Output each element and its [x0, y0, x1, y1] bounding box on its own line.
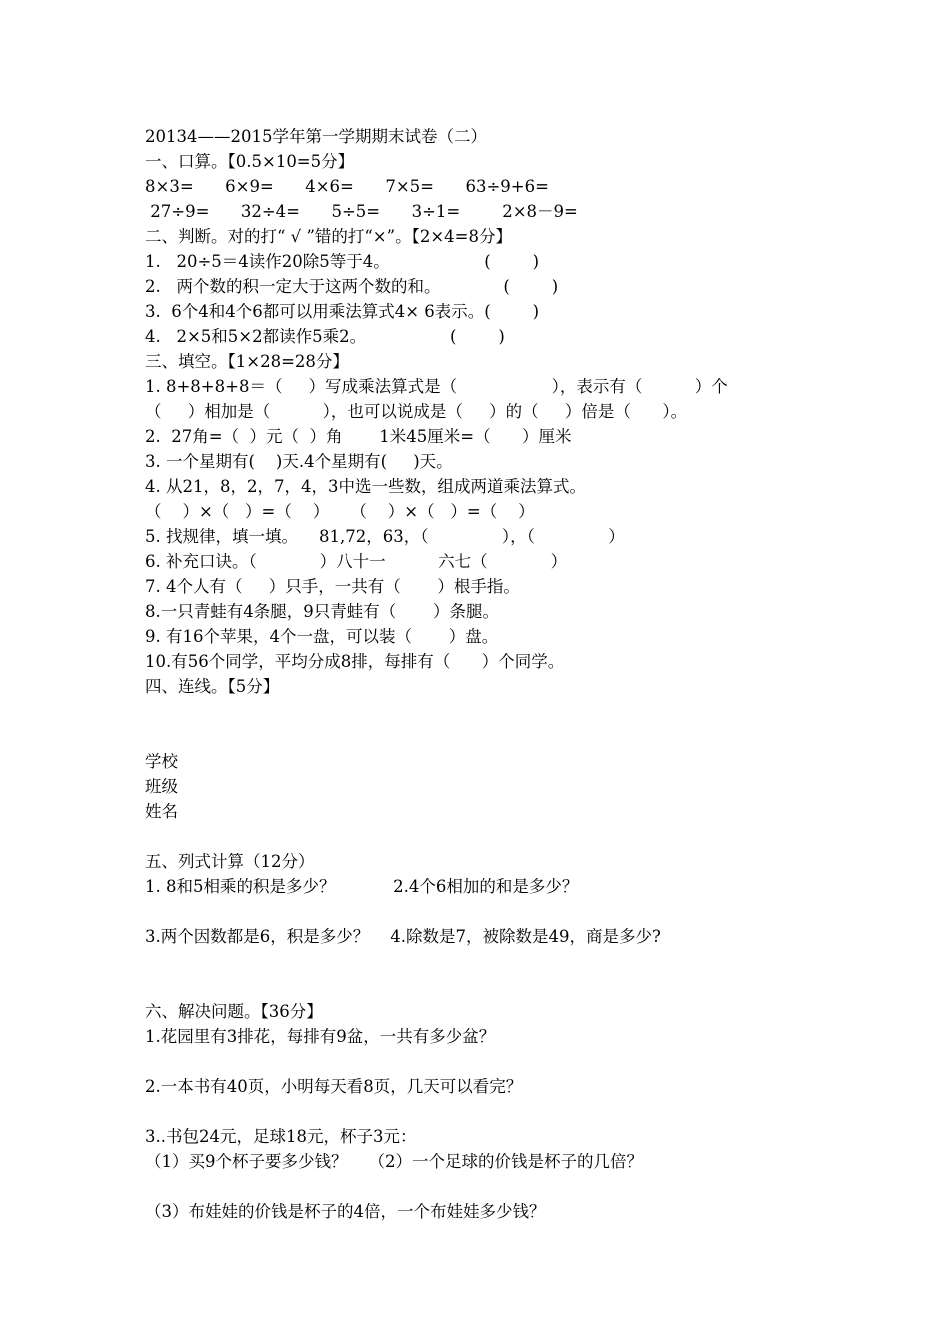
- calc-questions-3-4: 3.两个因数都是6，积是多少？ 4.除数是7，被除数是49，商是多少?: [145, 927, 661, 946]
- fill-item-1a: 1. 8+8+8+8＝（ ）写成乘法算式是（ ），表示有（ ）个: [145, 377, 728, 396]
- problem-3-parts-1-2: （1）买9个杯子要多少钱？ （2）一个足球的价钱是杯子的几倍？: [145, 1152, 643, 1171]
- judge-item-3: 3. 6个4和4个6都可以用乘法算式4× 6表示。( ): [145, 302, 540, 321]
- section-3-heading: 三、填空。【1×28=28分】: [145, 352, 349, 371]
- judge-item-4: 4. 2×5和5×2都读作5乘2。 ( ): [145, 327, 505, 346]
- fill-item-7: 7. 4个人有（ ）只手，一共有（ ）根手指。: [145, 577, 520, 596]
- problem-2: 2.一本书有40页，小明每天看8页，几天可以看完？: [145, 1077, 523, 1096]
- problem-1: 1.花园里有3排花，每排有9盆，一共有多少盆？: [145, 1027, 496, 1046]
- fill-item-5: 5. 找规律，填一填。 81,72，63，（ ），（ ）: [145, 527, 625, 546]
- problem-3: 3..书包24元，足球18元，杯子3元：: [145, 1127, 417, 1146]
- fill-item-2: 2. 27角=（ ）元（ ）角 1米45厘米=（ ）厘米: [145, 427, 572, 446]
- oral-calc-row-2: 27÷9= 32÷4= 5÷5= 3÷1= 2×8－9=: [145, 202, 578, 221]
- section-2-heading: 二、判断。对的打“ √ ”错的打“×”。【2×4=8分】: [145, 227, 512, 246]
- section-1-heading: 一、口算。【0.5×10=5分】: [145, 152, 355, 171]
- oral-calc-row-1: 8×3= 6×9= 4×6= 7×5= 63÷9+6=: [145, 177, 549, 196]
- fill-item-3: 3. 一个星期有( )天.4个星期有( )天。: [145, 452, 453, 471]
- fill-item-4: 4. 从21，8，2，7，4，3中选一些数，组成两道乘法算式。: [145, 477, 586, 496]
- fill-item-4-blanks: （ ）×（ ）=（ ） （ ）×（ ）=（ ）: [145, 502, 535, 521]
- section-5-heading: 五、列式计算（12分）: [145, 852, 315, 871]
- judge-item-2: 2. 两个数的积一定大于这两个数的和。 ( ): [145, 277, 559, 296]
- section-4-heading: 四、连线。【5分】: [145, 677, 280, 696]
- fill-item-6: 6. 补充口诀。（ ）八十一 六七（ ）: [145, 552, 568, 571]
- label-class: 班级: [145, 777, 178, 796]
- calc-questions-1-2: 1. 8和5相乘的积是多少？ 2.4个6相加的和是多少？: [145, 877, 579, 896]
- exam-title: 20134——2015学年第一学期期末试卷（二）: [145, 127, 487, 146]
- judge-item-1: 1. 20÷5＝4读作20除5等于4。 ( ): [145, 252, 540, 271]
- label-name: 姓名: [145, 802, 178, 821]
- label-school: 学校: [145, 752, 178, 771]
- section-6-heading: 六、解决问题。【36分】: [145, 1002, 323, 1021]
- problem-3-part-3: （3）布娃娃的价钱是杯子的4倍，一个布娃娃多少钱？: [145, 1202, 546, 1221]
- fill-item-1b: （ ）相加是（ ），也可以说成是（ ）的（ ）倍是（ ）。: [145, 402, 688, 421]
- fill-item-9: 9. 有16个苹果，4个一盘，可以装（ ）盘。: [145, 627, 499, 646]
- fill-item-8: 8.一只青蛙有4条腿，9只青蛙有（ ）条腿。: [145, 602, 499, 621]
- fill-item-10: 10.有56个同学，平均分成8排，每排有（ ）个同学。: [145, 652, 565, 671]
